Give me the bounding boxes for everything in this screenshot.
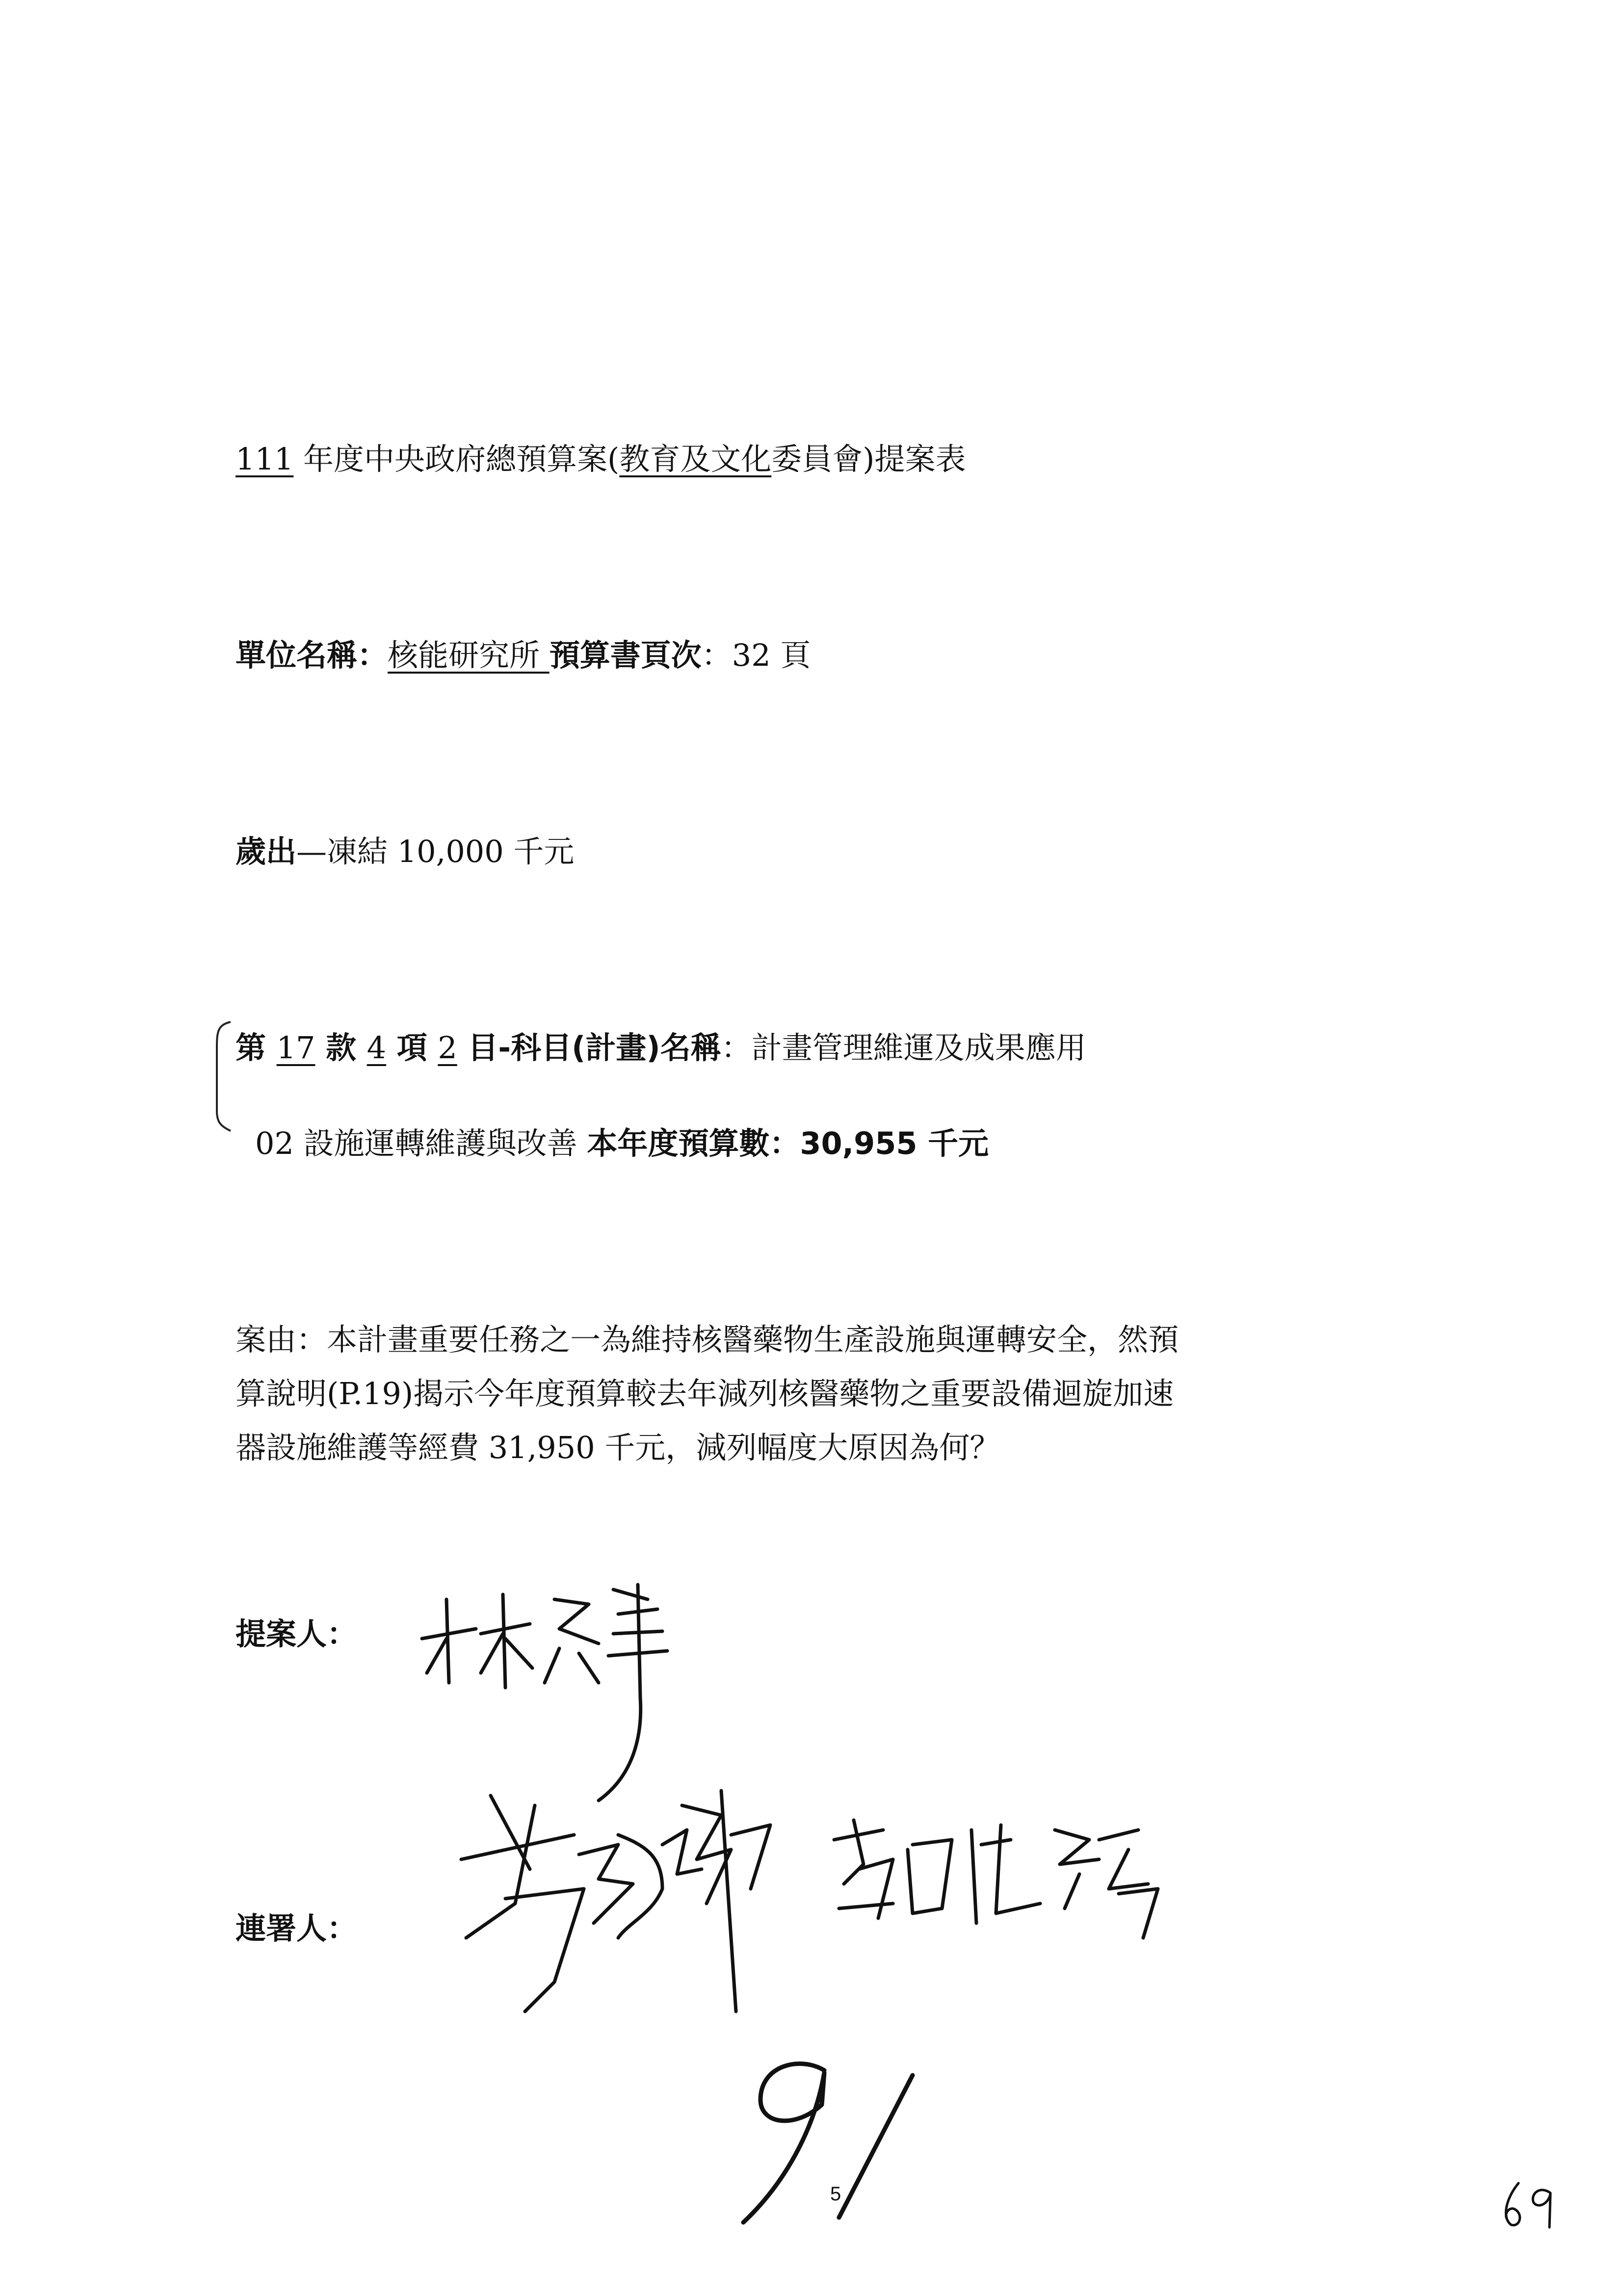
unit-label: 單位名稱： bbox=[236, 637, 388, 673]
reason-line-1: 案由：本計畫重要任務之一為維持核醫藥物生產設施與運轉安全，然預 bbox=[236, 1322, 1179, 1357]
expenditure-label: 歲出 bbox=[236, 834, 297, 869]
subject-name: ：計畫管理維運及成果應用 bbox=[721, 1030, 1086, 1066]
kuan-number: 17 bbox=[276, 1030, 315, 1066]
reason-line-2: 算說明(P.19)揭示今年度預算較去年減列核醫藥物之重要設備迴旋加速 bbox=[236, 1376, 1174, 1411]
xiang-number: 4 bbox=[367, 1030, 387, 1066]
title-year: 111 bbox=[236, 441, 294, 477]
budget-amount: 本年度預算數：30,955 千元 bbox=[587, 1125, 989, 1161]
title-part2: 委員會)提案表 bbox=[771, 441, 966, 477]
cosigner-signature-2 bbox=[824, 1810, 1207, 1957]
kuan-suffix: 款 bbox=[315, 1030, 367, 1066]
xiang-suffix: 項 bbox=[386, 1030, 438, 1066]
title-part1: 年度中央政府總預算案( bbox=[293, 441, 620, 477]
cosigner-label: 連署人： bbox=[236, 1910, 358, 1946]
expenditure-value: —凍結 10,000 千元 bbox=[296, 834, 575, 869]
mu-number: 2 bbox=[438, 1030, 457, 1066]
cosigner-signature-1 bbox=[456, 1776, 790, 2031]
budget-page-value: ：32 頁 bbox=[701, 637, 811, 673]
proposal-title bbox=[236, 441, 966, 477]
title-committee: 教育及文化 bbox=[619, 441, 772, 477]
expenditure-line bbox=[236, 836, 574, 867]
budget-page-label: 預算書頁次 bbox=[549, 637, 702, 673]
subject-line bbox=[236, 1030, 1086, 1066]
mu-suffix: 目-科目(計畫)名稱 bbox=[457, 1030, 721, 1066]
kuan-label: 第 bbox=[236, 1030, 277, 1066]
proposer-signature bbox=[412, 1570, 707, 1805]
unit-value: 核能研究所 bbox=[388, 637, 550, 673]
corner-handwritten-number bbox=[1496, 2178, 1565, 2232]
reason-line-3: 器設施維護等經費 31,950 千元，減列幅度大原因為何？ bbox=[236, 1430, 1000, 1465]
subject-item-line bbox=[255, 1125, 989, 1161]
handwritten-stamp-number bbox=[726, 2051, 932, 2237]
unit-line bbox=[236, 637, 811, 673]
subject-item: 02 設施運轉維護與改善 bbox=[255, 1125, 587, 1161]
proposer-label: 提案人： bbox=[236, 1616, 358, 1652]
page-number: 5 bbox=[830, 2183, 841, 2205]
